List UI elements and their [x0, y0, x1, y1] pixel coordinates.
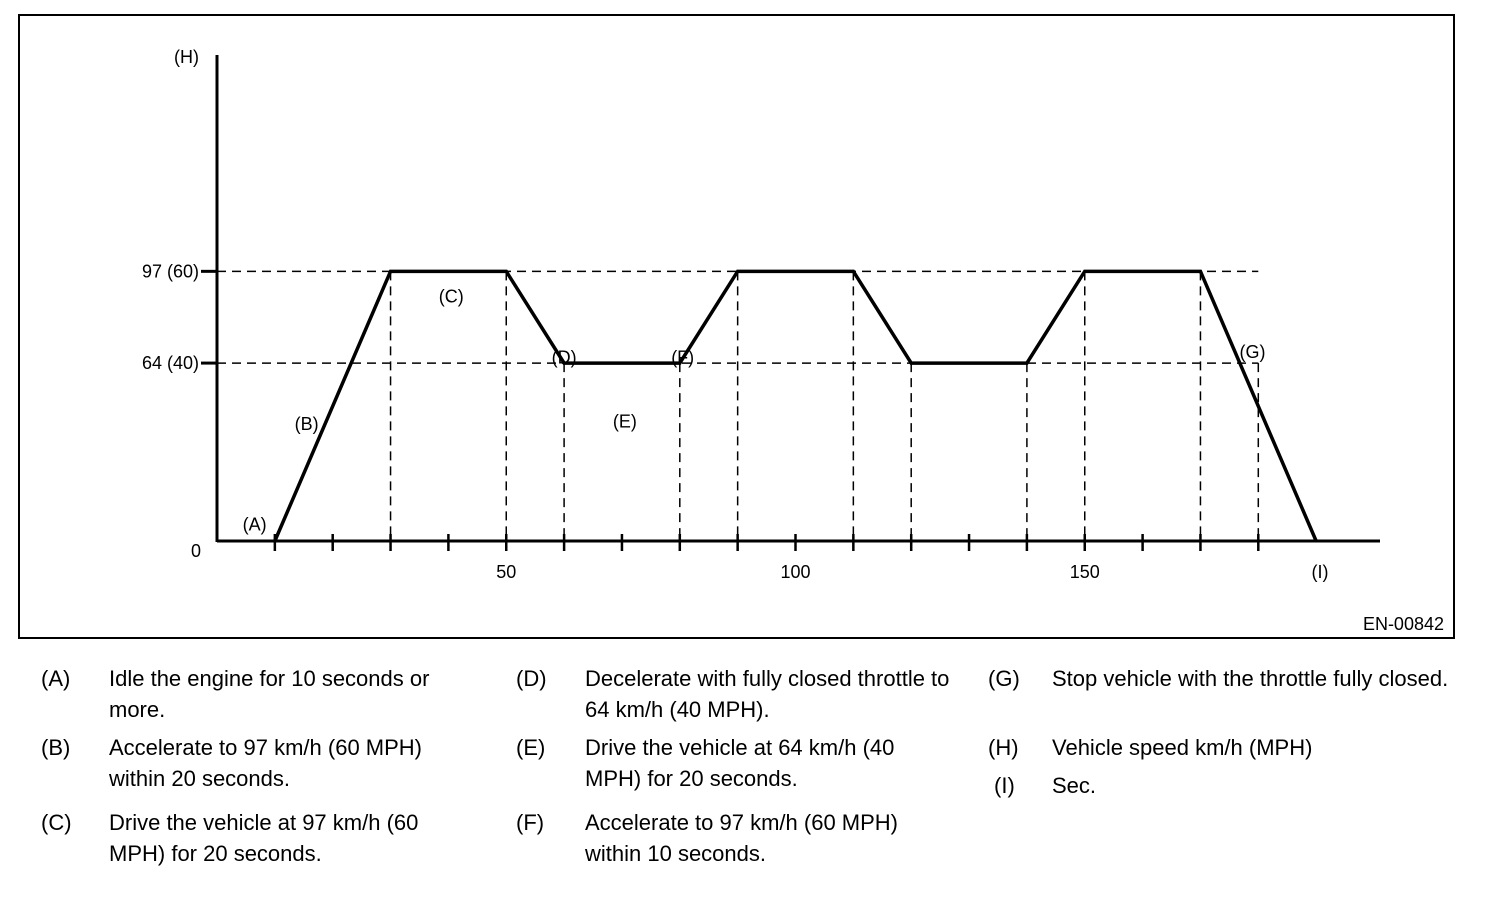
legend-key: (F) [516, 810, 545, 835]
axes [217, 55, 1380, 542]
legend-key: (D) [516, 666, 547, 691]
segment-label: (F) [671, 347, 695, 368]
speed-profile-line [275, 271, 1316, 541]
segment-label: (G) [1239, 341, 1266, 362]
legend-key: (B) [41, 735, 71, 760]
legend-description: Idle the engine for 10 seconds or more. [109, 666, 430, 722]
legend-description: Accelerate to 97 km/h (60 MPH) within 20 seconds. [109, 735, 423, 791]
series [275, 271, 1316, 541]
y-tick-label: 64 (40) [141, 353, 199, 374]
legend-description: Drive the vehicle at 97 km/h (60 MPH) for 20 seconds. [109, 810, 419, 866]
x-tick-label: 150 [1069, 562, 1100, 582]
segment-label: (B) [294, 414, 319, 435]
legend-key: (H) [988, 735, 1019, 760]
legend-description: Decelerate with fully closed throttle to 64 km/h (40 MPH). [585, 666, 950, 722]
x-tick-label: 50 [496, 562, 517, 582]
y-tick-label: 0 [190, 541, 201, 561]
segment-label: (D) [551, 347, 577, 368]
segment-label: (C) [438, 286, 464, 307]
legend-key: (E) [516, 735, 546, 760]
figure-id: EN-00842 [1362, 614, 1444, 634]
y-axis-label: (H) [174, 47, 199, 67]
x-axis-label: (I) [1311, 562, 1329, 582]
legend-description: Sec. [1052, 773, 1097, 798]
labels [174, 47, 1444, 634]
segment-label: (E) [612, 411, 637, 432]
x-tick-label: 100 [780, 562, 811, 582]
legend-description: Vehicle speed km/h (MPH) [1052, 735, 1313, 760]
y-tick-label: 97 (60) [141, 261, 199, 282]
legend-description: Stop vehicle with the throttle fully closed. [1052, 666, 1449, 691]
legend-key: (G) [988, 666, 1020, 691]
legend-key: (I) [994, 773, 1015, 798]
legend-description: Drive the vehicle at 64 km/h (40 MPH) for 20 seconds. [585, 735, 895, 791]
legend-key: (A) [41, 666, 71, 691]
segment-label: (A) [242, 514, 267, 535]
legend-key: (C) [41, 810, 72, 835]
legend-description: Accelerate to 97 km/h (60 MPH) within 10 seconds. [585, 810, 899, 866]
